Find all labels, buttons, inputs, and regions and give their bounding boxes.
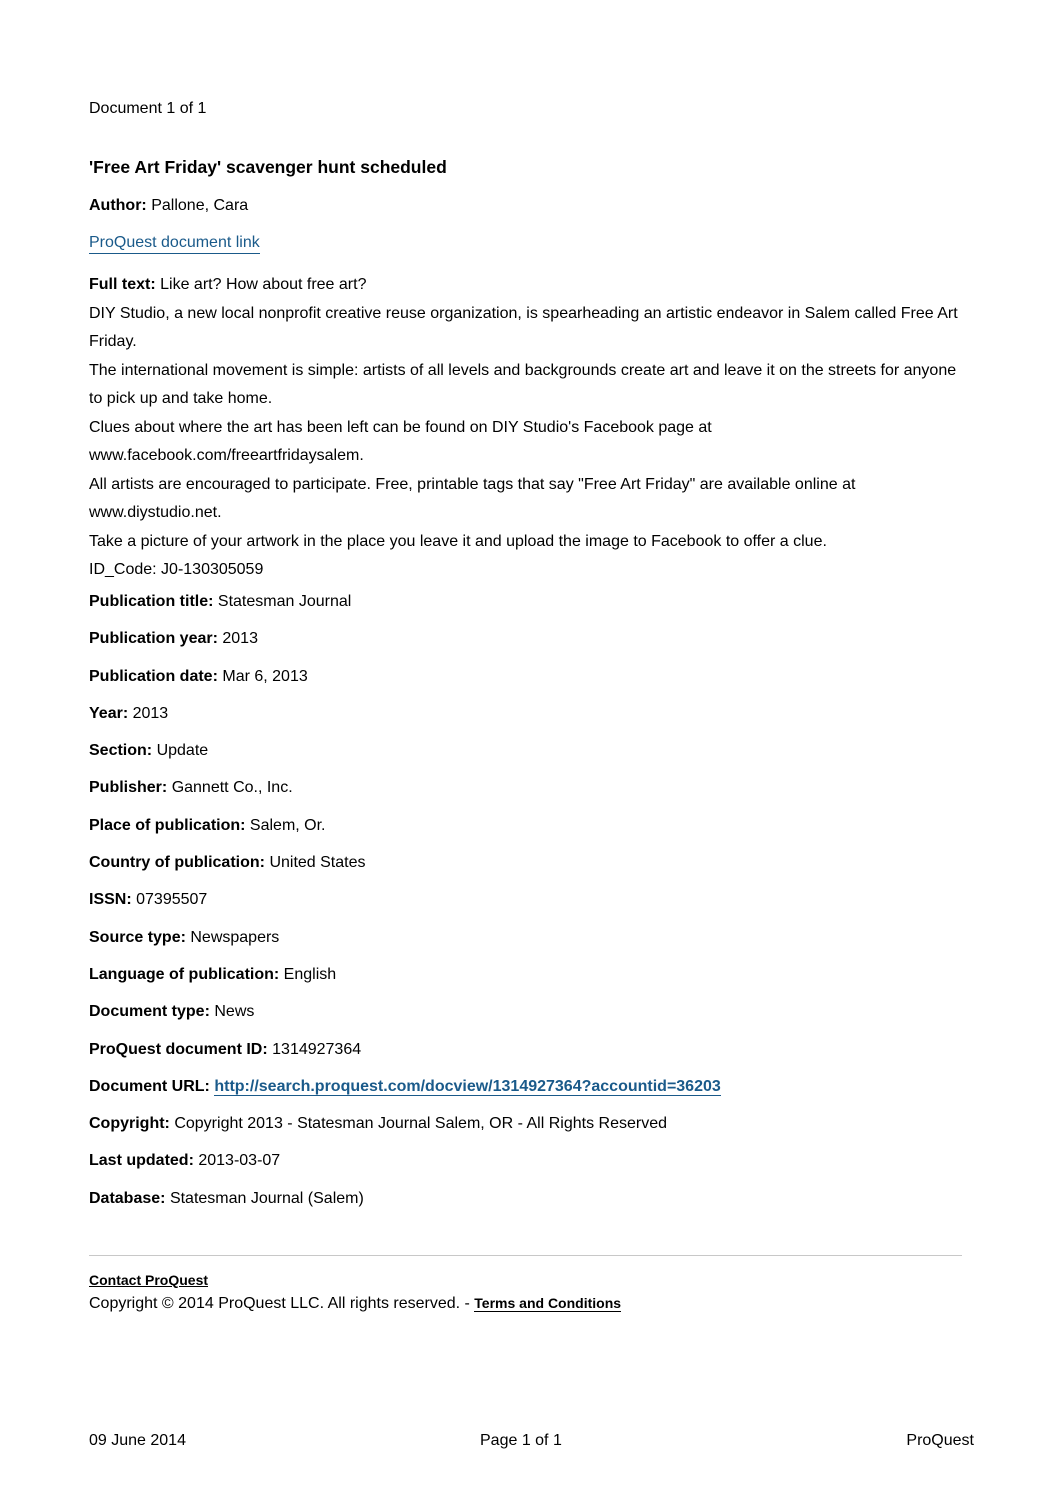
meta-document-type	[89, 1002, 721, 1039]
terms-and-conditions-link[interactable]: Terms and Conditions	[474, 1295, 622, 1311]
meta-value: 2013	[132, 704, 169, 722]
id-code: ID_Code: J0-130305059	[89, 561, 264, 578]
document-count: Document 1 of 1	[89, 100, 207, 117]
meta-copyright	[89, 1114, 721, 1151]
meta-value: 1314927364	[272, 1040, 362, 1058]
fulltext-intro: Like art? How about free art?	[160, 276, 367, 293]
footer-date: 09 June 2014	[89, 1432, 186, 1449]
page-footer	[89, 1432, 974, 1452]
meta-value: 07395507	[136, 891, 208, 909]
paragraph: Take a picture of your artwork in the place you leave it and upload the image to Facebook to offer a clue.	[89, 532, 827, 550]
meta-label: Publication date:	[89, 667, 218, 685]
meta-label: Document type:	[89, 1003, 210, 1021]
meta-value: Mar 6, 2013	[222, 667, 308, 685]
meta-language	[89, 965, 721, 1002]
footer-brand: ProQuest	[906, 1432, 974, 1449]
meta-label: Language of publication:	[89, 965, 280, 983]
meta-publication-title	[89, 592, 721, 629]
meta-country-of-publication	[89, 853, 721, 890]
meta-value: Newspapers	[190, 928, 280, 946]
fulltext-label: Full text:	[89, 276, 156, 293]
fulltext-first-line	[89, 271, 969, 300]
meta-document-id	[89, 1040, 721, 1077]
meta-publisher	[89, 778, 721, 815]
paragraph: All artists are encouraged to participate. Free, printable tags that say "Free Art Friday" are available online at www.diystudio.net.	[89, 475, 856, 521]
meta-label: Country of publication:	[89, 854, 265, 872]
meta-database	[89, 1189, 721, 1226]
meta-issn	[89, 890, 721, 927]
copyright-line	[89, 1295, 621, 1313]
meta-year	[89, 704, 721, 741]
meta-label: Place of publication:	[89, 816, 246, 834]
meta-value: Gannett Co., Inc.	[171, 779, 293, 797]
document-url-link[interactable]: http://search.proquest.com/docview/1314927364?accountid=36203	[214, 1077, 721, 1095]
meta-value: English	[283, 965, 337, 983]
paragraph: Clues about where the art has been left can be found on DIY Studio's Facebook page at www.facebook.com/freeartfridaysalem.	[89, 418, 712, 464]
meta-value: Salem, Or.	[249, 816, 326, 834]
meta-label: Document URL:	[89, 1077, 210, 1095]
metadata-list	[89, 592, 721, 1226]
meta-document-url	[89, 1077, 721, 1114]
paragraph: The international movement is simple: artists of all levels and backgrounds create art and leave it on the streets for anyone to pick up and take home.	[89, 361, 957, 407]
meta-label: Source type:	[89, 928, 186, 946]
meta-source-type	[89, 928, 721, 965]
meta-value: News	[214, 1003, 255, 1021]
meta-value: Statesman Journal	[217, 593, 352, 610]
meta-value: Copyright 2013 - Statesman Journal Salem, OR - All Rights Reserved	[174, 1115, 667, 1133]
author-value: Pallone, Cara	[151, 197, 249, 214]
article-title: 'Free Art Friday' scavenger hunt scheduled	[89, 157, 447, 177]
meta-section	[89, 741, 721, 778]
meta-label: Publication title:	[89, 593, 214, 610]
meta-publication-date	[89, 667, 721, 704]
divider	[89, 1255, 962, 1256]
meta-label: Section:	[89, 742, 153, 760]
meta-last-updated	[89, 1151, 721, 1188]
meta-label: Database:	[89, 1189, 166, 1207]
meta-place-of-publication	[89, 816, 721, 853]
meta-publication-year	[89, 629, 721, 666]
meta-value: United States	[269, 854, 366, 872]
meta-value: Update	[156, 742, 209, 760]
meta-label: ISSN:	[89, 891, 132, 909]
contact-proquest-link[interactable]: Contact ProQuest	[89, 1272, 209, 1288]
paragraph: DIY Studio, a new local nonprofit creative reuse organization, is spearheading an artistic endeavor in Salem called Free Art Friday.	[89, 304, 958, 350]
meta-label: Publisher:	[89, 779, 168, 797]
footer-page-number: Page 1 of 1	[480, 1432, 562, 1449]
meta-value: 2013	[222, 630, 258, 648]
meta-label: ProQuest document ID:	[89, 1040, 268, 1058]
author-line	[89, 197, 248, 215]
meta-label: Last updated:	[89, 1152, 194, 1170]
copyright-text: Copyright © 2014 ProQuest LLC. All rights reserved. -	[89, 1295, 475, 1312]
author-label: Author:	[89, 197, 147, 214]
proquest-document-link[interactable]: ProQuest document link	[89, 234, 260, 254]
meta-label: Copyright:	[89, 1115, 170, 1133]
meta-value: Statesman Journal (Salem)	[169, 1189, 364, 1207]
meta-label: Year:	[89, 704, 129, 722]
full-text	[89, 271, 969, 585]
meta-label: Publication year:	[89, 630, 218, 648]
meta-value: 2013-03-07	[198, 1152, 281, 1170]
